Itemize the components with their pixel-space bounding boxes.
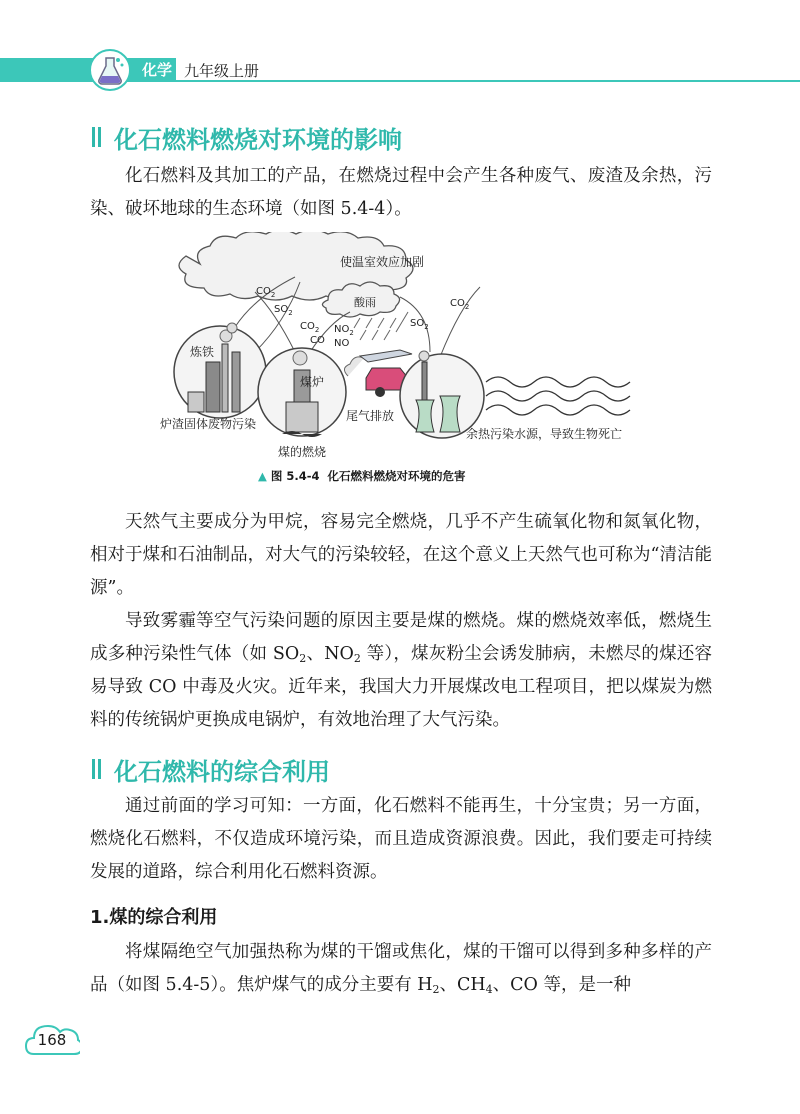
heading-marker-icon [92,125,104,153]
section-heading-2 [92,752,330,787]
gas-co: CO [310,335,325,346]
page-header [0,58,800,82]
label-boiler: 煤炉 [300,375,325,389]
rain-streaks [354,312,408,340]
gas-co2-a: $CO_2$ [256,286,276,299]
section2-paragraph [90,790,712,889]
label-iron: 炼铁 [190,345,215,359]
coal-boiler-illustration [258,348,346,437]
paragraph-text: 将煤隔绝空气加强热称为煤的干馏或焦化，煤的干馏可以得到多种多样的产品（如图 5.4-5）。焦炉煤气的成分主要有 $H_2$、$CH_4$、CO 等，是一种 [90,942,712,996]
environment-figure [160,232,660,468]
page-number-text: 168 [37,1031,67,1049]
label-waste-heat: 余热污染水源，导致生物死亡 [466,427,623,441]
section1-paragraph [90,160,712,226]
gas-no: NO [334,338,350,349]
section-heading-1 [92,120,402,155]
waste-heat-waves [486,377,630,415]
gas-so2-a: $SO_2$ [274,304,293,317]
paragraph-text: 通过前面的学习可知：一方面，化石燃料不能再生，十分宝贵；另一方面，燃烧化石燃料，不仅造成环境污染，而且造成资源浪费。因此，我们要走可持续发展的道路，综合利用化石燃料资源。 [90,796,712,882]
subsection-title: 1.煤的综合利用 [90,907,218,928]
power-plant-illustration [400,351,484,438]
header-rule [176,80,800,82]
flask-icon [88,48,132,92]
header-grade: 九年级上册 [184,62,260,80]
caption-text: 化石燃料燃烧对环境的危害 [327,469,466,483]
label-slag: 炉渣固体废物污染 [160,417,257,431]
paragraph-text: 导致雾霾等空气污染问题的原因主要是煤的燃烧。煤的燃烧效率低，燃烧生成多种污染性气体（如 $SO_2$、$NO_2$ 等），煤灰粉尘会诱发肺病，未燃尽的煤还容易导致 CO 中毒及火灾。近年来，我国大力开展煤改电工程项目，把以煤炭为燃料的传统锅炉更换成电锅炉，有效地治理了大气污染。 [90,611,712,730]
caption-number: 图 5.4-4 [270,469,320,483]
caption-arrow-icon: ▲ [258,469,267,483]
label-greenhouse: 使温室效应加剧 [340,255,425,269]
figure-caption [258,468,466,484]
label-acid-rain: 酸雨 [354,296,376,309]
heading-marker-icon [92,757,104,785]
natural-gas-paragraphs [90,506,712,737]
gas-so2-b: $SO_2$ [410,318,429,331]
gas-co2-c: $CO_2$ [450,298,470,311]
label-coal-burning: 煤的燃烧 [278,445,327,459]
section-title-1: 化石燃料燃烧对环境的影响 [114,126,402,154]
page-number [24,1020,80,1062]
iron-plant-illustration [174,323,266,418]
subsection-paragraph [90,936,712,1002]
gas-co2-b: $CO_2$ [300,321,320,334]
header-subject: 化学 [142,61,173,79]
gas-no2: $NO_2$ [334,324,354,337]
section-title-2: 化石燃料的综合利用 [114,758,330,786]
paragraph-text: 天然气主要成分为甲烷，容易完全燃烧，几乎不产生硫氧化物和氮氧化物，相对于煤和石油制品，对大气的污染较轻，在这个意义上天然气也可称为“清洁能源”。 [90,512,712,598]
label-exhaust: 尾气排放 [346,409,395,423]
paragraph-text: 化石燃料及其加工的产品，在燃烧过程中会产生各种废气、废渣及余热，污染、破坏地球的生态环境（如图 5.4-4）。 [90,166,712,219]
